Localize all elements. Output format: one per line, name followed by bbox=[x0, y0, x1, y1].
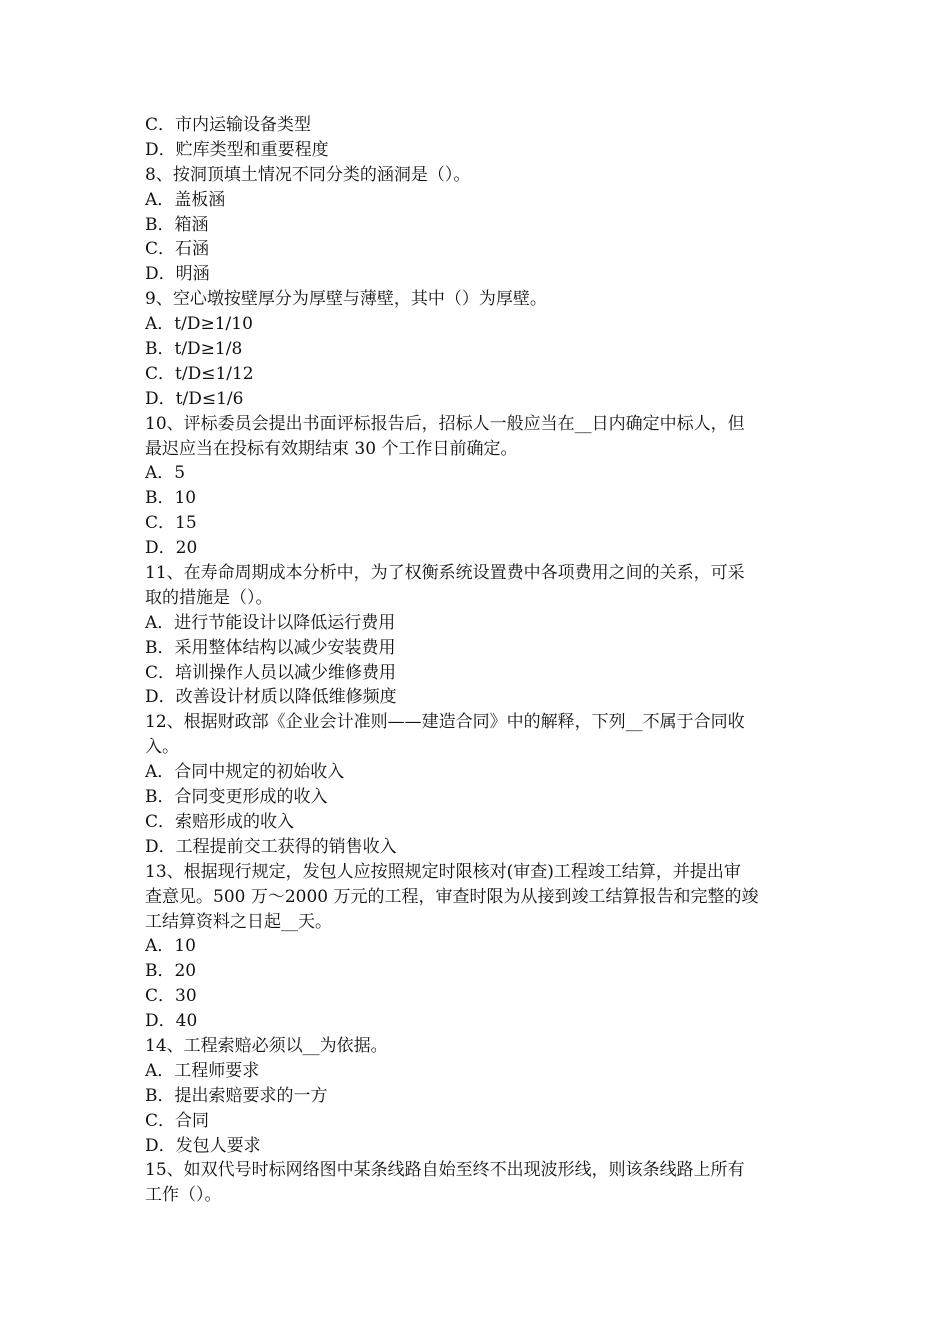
question-line: 13、根据现行规定，发包人应按照规定时限核对(审查)工程竣工结算，并提出审 bbox=[145, 861, 741, 882]
option-line: B．合同变更形成的收入 bbox=[145, 787, 328, 808]
option-line: A．工程师要求 bbox=[145, 1060, 260, 1081]
option-line: B．箱涵 bbox=[145, 214, 209, 235]
document-page bbox=[145, 113, 810, 1208]
question-line: 工结算资料之日起__天。 bbox=[145, 911, 332, 932]
option-line: C．30 bbox=[145, 986, 197, 1007]
option-line: D．明涵 bbox=[145, 264, 210, 285]
question-line: 8、按洞顶填土情况不同分类的涵洞是（）。 bbox=[145, 164, 471, 185]
option-line: B．t/D≥1/8 bbox=[145, 339, 243, 360]
option-line: D．发包人要求 bbox=[145, 1135, 261, 1156]
question-line: 11、在寿命周期成本分析中，为了权衡系统设置费中各项费用之间的关系，可采 bbox=[145, 563, 745, 584]
option-line: C．合同 bbox=[145, 1110, 210, 1131]
option-line: C．t/D≤1/12 bbox=[145, 363, 254, 384]
question-line: 10、评标委员会提出书面评标报告后，招标人一般应当在__日内确定中标人，但 bbox=[145, 413, 745, 434]
option-line: C．石涵 bbox=[145, 239, 210, 260]
question-line: 14、工程索赔必须以__为依据。 bbox=[145, 1035, 388, 1056]
option-line: A．合同中规定的初始收入 bbox=[145, 762, 345, 783]
option-line: A．10 bbox=[145, 936, 196, 957]
question-line: 查意见。500 万～2000 万元的工程，审查时限为从接到竣工结算报告和完整的竣 bbox=[145, 886, 759, 907]
question-line: 入。 bbox=[145, 737, 179, 758]
option-line: C．15 bbox=[145, 513, 197, 534]
option-line: A．进行节能设计以降低运行费用 bbox=[145, 612, 396, 633]
text-line: D．贮库类型和重要程度 bbox=[145, 139, 329, 160]
option-line: A．盖板涵 bbox=[145, 189, 226, 210]
question-line: 工作（）。 bbox=[145, 1185, 222, 1206]
question-line: 12、根据财政部《企业会计准则——建造合同》中的解释，下列__不属于合同收 bbox=[145, 712, 745, 733]
option-line: D．40 bbox=[145, 1011, 198, 1032]
question-line: 9、空心墩按壁厚分为厚壁与薄壁，其中（）为厚壁。 bbox=[145, 289, 547, 310]
option-line: B．采用整体结构以减少安装费用 bbox=[145, 637, 396, 658]
option-line: A．t/D≥1/10 bbox=[145, 314, 253, 335]
question-line: 取的措施是（）。 bbox=[145, 587, 273, 608]
text-line: C．市内运输设备类型 bbox=[145, 115, 312, 135]
option-line: B．提出索赔要求的一方 bbox=[145, 1085, 328, 1106]
option-line: D．改善设计材质以降低维修频度 bbox=[145, 687, 397, 708]
option-line: D．工程提前交工获得的销售收入 bbox=[145, 836, 397, 857]
question-line: 15、如双代号时标网络图中某条线路自始至终不出现波形线，则该条线路上所有 bbox=[145, 1160, 745, 1181]
option-line: B．20 bbox=[145, 961, 197, 982]
option-line: C．索赔形成的收入 bbox=[145, 811, 295, 832]
question-line: 最迟应当在投标有效期结束 30 个工作日前确定。 bbox=[145, 438, 518, 459]
option-line: A．5 bbox=[145, 463, 186, 484]
option-line: B．10 bbox=[145, 488, 197, 509]
option-line: D．t/D≤1/6 bbox=[145, 388, 244, 409]
option-line: C．培训操作人员以减少维修费用 bbox=[145, 662, 397, 683]
option-line: D．20 bbox=[145, 538, 198, 559]
